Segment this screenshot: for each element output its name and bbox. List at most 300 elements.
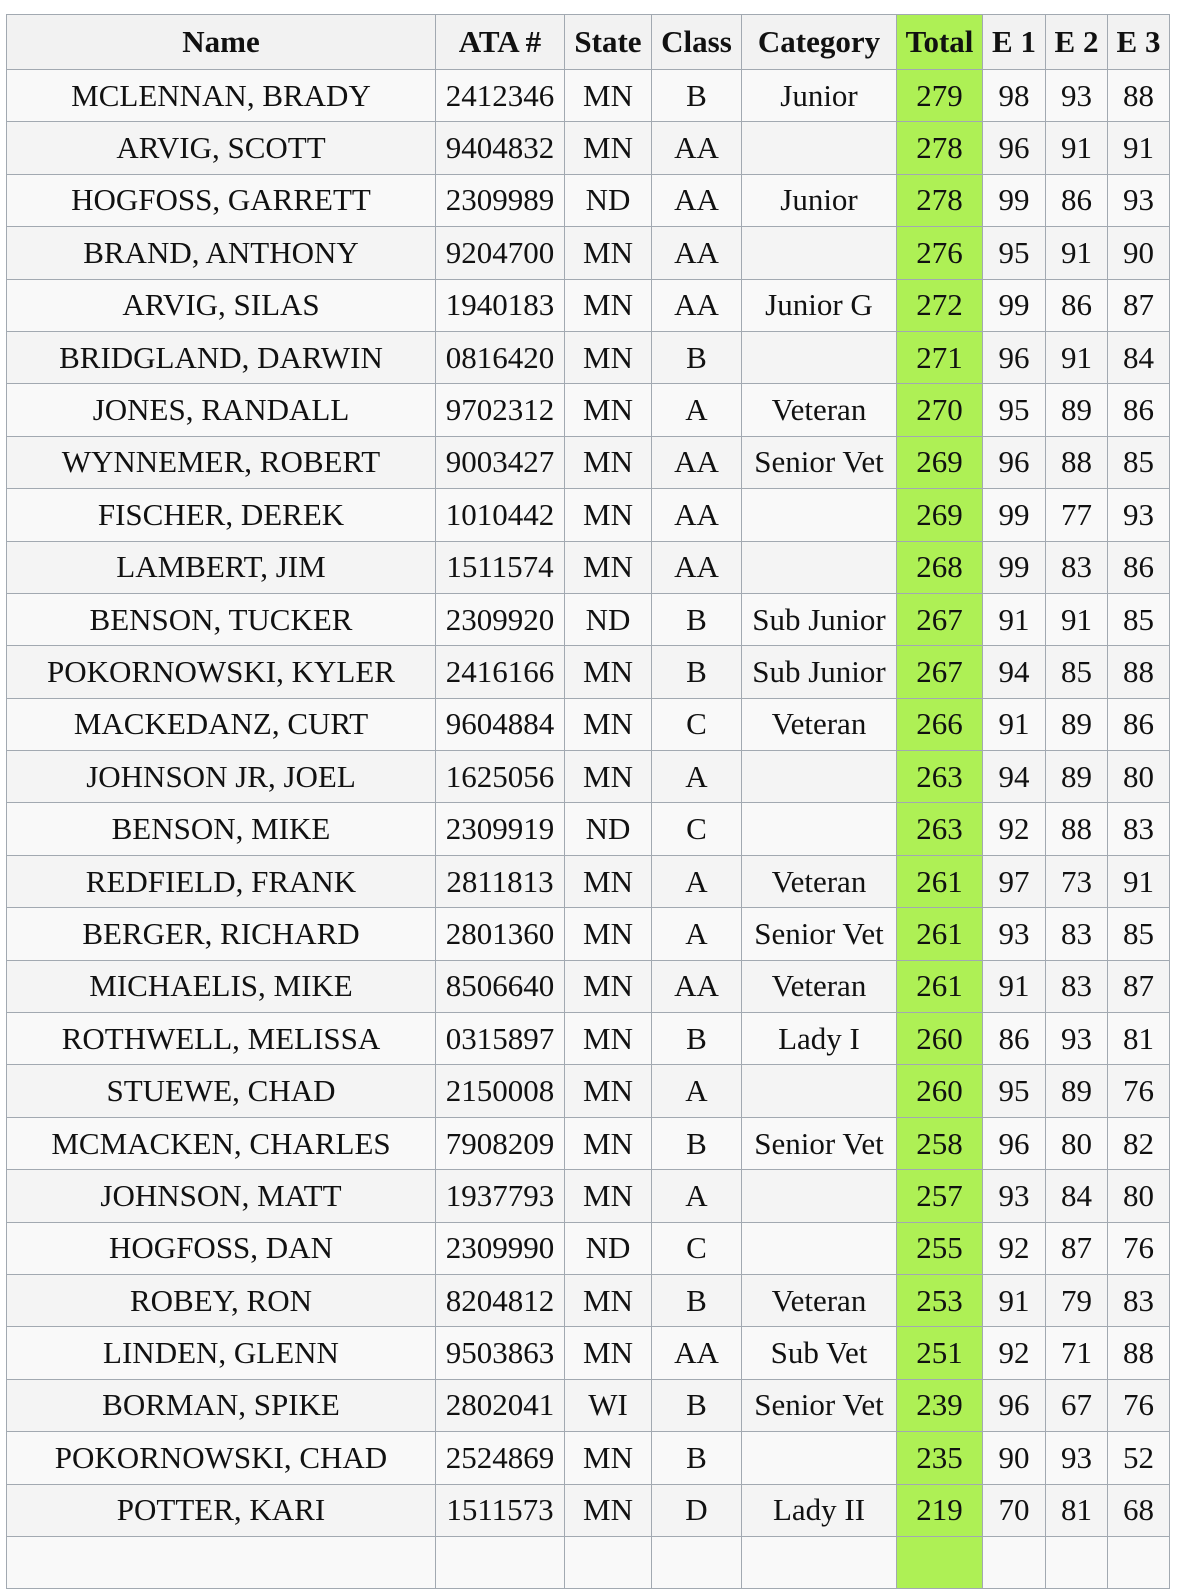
table-row [7, 751, 1170, 803]
total-cell: 269 [897, 436, 983, 488]
category-cell: Senior Vet [742, 1117, 897, 1169]
state-cell: MN [565, 70, 652, 122]
name-cell: ARVIG, SCOTT [7, 122, 436, 174]
e1-cell: 91 [983, 698, 1046, 750]
table-body [7, 70, 1170, 1589]
e3-cell: 83 [1108, 1274, 1170, 1326]
name-cell: ARVIG, SILAS [7, 279, 436, 331]
category-cell [742, 541, 897, 593]
total-cell: 271 [897, 331, 983, 383]
e1-cell: 99 [983, 174, 1046, 226]
e1-cell: 97 [983, 855, 1046, 907]
e2-cell: 73 [1046, 855, 1108, 907]
e1-cell: 95 [983, 384, 1046, 436]
name-cell: FISCHER, DEREK [7, 489, 436, 541]
class-cell: B [652, 1432, 742, 1484]
e1-cell: 96 [983, 1117, 1046, 1169]
category-cell [742, 1536, 897, 1588]
e2-cell: 67 [1046, 1379, 1108, 1431]
state-cell: MN [565, 960, 652, 1012]
e1-cell: 92 [983, 803, 1046, 855]
e1-cell: 91 [983, 1274, 1046, 1326]
e3-cell: 86 [1108, 541, 1170, 593]
table-row [7, 436, 1170, 488]
state-cell: MN [565, 1274, 652, 1326]
e1-cell: 90 [983, 1432, 1046, 1484]
e3-cell: 88 [1108, 646, 1170, 698]
class-cell: B [652, 1117, 742, 1169]
category-cell [742, 1065, 897, 1117]
table-row [7, 698, 1170, 750]
name-cell: MCMACKEN, CHARLES [7, 1117, 436, 1169]
table-row [7, 331, 1170, 383]
e2-cell: 71 [1046, 1327, 1108, 1379]
category-cell: Senior Vet [742, 908, 897, 960]
e3-cell: 90 [1108, 227, 1170, 279]
table-row [7, 960, 1170, 1012]
e3-cell: 76 [1108, 1379, 1170, 1431]
name-cell: MICHAELIS, MIKE [7, 960, 436, 1012]
table-row [7, 855, 1170, 907]
state-cell: MN [565, 751, 652, 803]
class-cell: AA [652, 227, 742, 279]
e1-cell: 96 [983, 436, 1046, 488]
total-cell: 272 [897, 279, 983, 331]
e3-cell: 93 [1108, 174, 1170, 226]
e3-cell: 86 [1108, 384, 1170, 436]
class-cell: A [652, 855, 742, 907]
table-row [7, 1536, 1170, 1588]
state-cell: MN [565, 646, 652, 698]
total-cell: 263 [897, 803, 983, 855]
total-cell: 279 [897, 70, 983, 122]
name-cell: ROTHWELL, MELISSA [7, 1013, 436, 1065]
e3-cell: 91 [1108, 855, 1170, 907]
e1-cell: 86 [983, 1013, 1046, 1065]
ata-number-cell: 2309989 [436, 174, 565, 226]
e1-cell: 98 [983, 70, 1046, 122]
total-cell: 253 [897, 1274, 983, 1326]
header-row [7, 15, 1170, 70]
e2-cell: 89 [1046, 384, 1108, 436]
total-cell: 235 [897, 1432, 983, 1484]
total-cell: 268 [897, 541, 983, 593]
state-cell: ND [565, 174, 652, 226]
class-cell: AA [652, 122, 742, 174]
ata-number-cell: 9604884 [436, 698, 565, 750]
e2-cell: 88 [1046, 803, 1108, 855]
e3-cell: 85 [1108, 908, 1170, 960]
results-table-container [6, 14, 1170, 1589]
e1-cell [983, 1536, 1046, 1588]
ata-number-cell: 2811813 [436, 855, 565, 907]
e3-cell: 87 [1108, 960, 1170, 1012]
e3-cell: 68 [1108, 1484, 1170, 1536]
e2-cell: 91 [1046, 227, 1108, 279]
e2-cell: 84 [1046, 1170, 1108, 1222]
class-cell: AA [652, 1327, 742, 1379]
ata-number-cell: 7908209 [436, 1117, 565, 1169]
e3-cell: 84 [1108, 331, 1170, 383]
table-row [7, 384, 1170, 436]
state-cell: ND [565, 1222, 652, 1274]
state-cell: MN [565, 1013, 652, 1065]
ata-number-cell: 9003427 [436, 436, 565, 488]
table-row [7, 593, 1170, 645]
category-cell: Veteran [742, 698, 897, 750]
ata-number-cell: 1511574 [436, 541, 565, 593]
ata-number-cell: 2309990 [436, 1222, 565, 1274]
e1-cell: 94 [983, 646, 1046, 698]
e1-cell: 99 [983, 489, 1046, 541]
state-cell: MN [565, 541, 652, 593]
e3-cell: 88 [1108, 1327, 1170, 1379]
e2-cell: 79 [1046, 1274, 1108, 1326]
name-cell: WYNNEMER, ROBERT [7, 436, 436, 488]
ata-number-cell: 1940183 [436, 279, 565, 331]
table-row [7, 279, 1170, 331]
ata-number-cell: 2309919 [436, 803, 565, 855]
state-cell: MN [565, 855, 652, 907]
name-cell: ROBEY, RON [7, 1274, 436, 1326]
category-cell [742, 122, 897, 174]
state-cell: MN [565, 1117, 652, 1169]
table-row [7, 1013, 1170, 1065]
state-cell: MN [565, 908, 652, 960]
class-cell: B [652, 70, 742, 122]
e2-cell: 83 [1046, 960, 1108, 1012]
e1-cell: 99 [983, 541, 1046, 593]
e3-cell: 80 [1108, 751, 1170, 803]
class-cell: C [652, 803, 742, 855]
column-header-ata-number[interactable]: ATA # [436, 15, 565, 70]
e1-cell: 96 [983, 1379, 1046, 1431]
e2-cell: 83 [1046, 908, 1108, 960]
state-cell: ND [565, 803, 652, 855]
e2-cell: 91 [1046, 331, 1108, 383]
category-cell: Senior Vet [742, 436, 897, 488]
table-row [7, 122, 1170, 174]
ata-number-cell: 8506640 [436, 960, 565, 1012]
e1-cell: 99 [983, 279, 1046, 331]
ata-number-cell: 2416166 [436, 646, 565, 698]
state-cell: MN [565, 1327, 652, 1379]
total-cell: 267 [897, 593, 983, 645]
state-cell: MN [565, 698, 652, 750]
class-cell: AA [652, 279, 742, 331]
name-cell: POTTER, KARI [7, 1484, 436, 1536]
e1-cell: 92 [983, 1222, 1046, 1274]
category-cell [742, 1432, 897, 1484]
total-cell: 267 [897, 646, 983, 698]
class-cell: B [652, 331, 742, 383]
state-cell: MN [565, 1432, 652, 1484]
category-cell [742, 331, 897, 383]
class-cell: A [652, 908, 742, 960]
e3-cell: 80 [1108, 1170, 1170, 1222]
e1-cell: 70 [983, 1484, 1046, 1536]
class-cell: C [652, 1222, 742, 1274]
name-cell: HOGFOSS, GARRETT [7, 174, 436, 226]
state-cell: MN [565, 1065, 652, 1117]
e3-cell: 93 [1108, 489, 1170, 541]
category-cell: Veteran [742, 960, 897, 1012]
e2-cell: 86 [1046, 279, 1108, 331]
e3-cell: 86 [1108, 698, 1170, 750]
state-cell: ND [565, 593, 652, 645]
table-row [7, 646, 1170, 698]
category-cell: Junior G [742, 279, 897, 331]
total-cell: 258 [897, 1117, 983, 1169]
e1-cell: 92 [983, 1327, 1046, 1379]
ata-number-cell: 2309920 [436, 593, 565, 645]
name-cell: POKORNOWSKI, CHAD [7, 1432, 436, 1484]
e1-cell: 91 [983, 593, 1046, 645]
total-cell: 276 [897, 227, 983, 279]
ata-number-cell: 1625056 [436, 751, 565, 803]
e2-cell: 87 [1046, 1222, 1108, 1274]
table-row [7, 174, 1170, 226]
e2-cell: 80 [1046, 1117, 1108, 1169]
e2-cell: 91 [1046, 122, 1108, 174]
category-cell: Junior [742, 174, 897, 226]
total-cell: 260 [897, 1013, 983, 1065]
table-row [7, 1117, 1170, 1169]
name-cell: BENSON, MIKE [7, 803, 436, 855]
category-cell: Senior Vet [742, 1379, 897, 1431]
name-cell: LAMBERT, JIM [7, 541, 436, 593]
column-header-e2[interactable]: E 2 [1046, 15, 1108, 70]
total-cell: 251 [897, 1327, 983, 1379]
column-header-total[interactable]: Total [897, 15, 983, 70]
name-cell: BRAND, ANTHONY [7, 227, 436, 279]
total-cell: 261 [897, 855, 983, 907]
e2-cell: 88 [1046, 436, 1108, 488]
class-cell: AA [652, 489, 742, 541]
results-table [6, 14, 1170, 1589]
state-cell: MN [565, 331, 652, 383]
ata-number-cell: 9404832 [436, 122, 565, 174]
e3-cell [1108, 1536, 1170, 1588]
e3-cell: 85 [1108, 593, 1170, 645]
e1-cell: 93 [983, 908, 1046, 960]
e3-cell: 52 [1108, 1432, 1170, 1484]
e2-cell: 93 [1046, 70, 1108, 122]
state-cell: MN [565, 1170, 652, 1222]
category-cell: Lady I [742, 1013, 897, 1065]
category-cell: Veteran [742, 384, 897, 436]
state-cell: MN [565, 227, 652, 279]
name-cell: BORMAN, SPIKE [7, 1379, 436, 1431]
table-row [7, 227, 1170, 279]
name-cell: HOGFOSS, DAN [7, 1222, 436, 1274]
ata-number-cell: 1511573 [436, 1484, 565, 1536]
ata-number-cell: 2150008 [436, 1065, 565, 1117]
e2-cell: 89 [1046, 698, 1108, 750]
total-cell: 263 [897, 751, 983, 803]
ata-number-cell: 2801360 [436, 908, 565, 960]
e3-cell: 83 [1108, 803, 1170, 855]
class-cell: A [652, 751, 742, 803]
e1-cell: 96 [983, 122, 1046, 174]
ata-number-cell [436, 1536, 565, 1588]
e2-cell: 93 [1046, 1013, 1108, 1065]
e1-cell: 91 [983, 960, 1046, 1012]
class-cell: A [652, 1065, 742, 1117]
class-cell: AA [652, 436, 742, 488]
ata-number-cell: 2802041 [436, 1379, 565, 1431]
column-header-name[interactable]: Name [7, 15, 436, 70]
ata-number-cell: 9702312 [436, 384, 565, 436]
e1-cell: 93 [983, 1170, 1046, 1222]
e2-cell: 83 [1046, 541, 1108, 593]
e3-cell: 85 [1108, 436, 1170, 488]
name-cell: MACKEDANZ, CURT [7, 698, 436, 750]
table-row [7, 1484, 1170, 1536]
category-cell [742, 227, 897, 279]
class-cell: B [652, 1379, 742, 1431]
class-cell: AA [652, 960, 742, 1012]
table-row [7, 1432, 1170, 1484]
name-cell: REDFIELD, FRANK [7, 855, 436, 907]
name-cell [7, 1536, 436, 1588]
table-row [7, 489, 1170, 541]
class-cell: C [652, 698, 742, 750]
table-row [7, 803, 1170, 855]
e2-cell: 77 [1046, 489, 1108, 541]
e1-cell: 95 [983, 227, 1046, 279]
total-cell: 261 [897, 960, 983, 1012]
class-cell [652, 1536, 742, 1588]
name-cell: BERGER, RICHARD [7, 908, 436, 960]
total-cell: 278 [897, 174, 983, 226]
ata-number-cell: 0315897 [436, 1013, 565, 1065]
column-header-state[interactable]: State [565, 15, 652, 70]
name-cell: JONES, RANDALL [7, 384, 436, 436]
e3-cell: 76 [1108, 1222, 1170, 1274]
total-cell: 219 [897, 1484, 983, 1536]
name-cell: BENSON, TUCKER [7, 593, 436, 645]
e2-cell [1046, 1536, 1108, 1588]
name-cell: LINDEN, GLENN [7, 1327, 436, 1379]
e3-cell: 76 [1108, 1065, 1170, 1117]
name-cell: JOHNSON, MATT [7, 1170, 436, 1222]
e1-cell: 96 [983, 331, 1046, 383]
class-cell: B [652, 1274, 742, 1326]
class-cell: D [652, 1484, 742, 1536]
table-row [7, 1379, 1170, 1431]
table-row [7, 1327, 1170, 1379]
name-cell: STUEWE, CHAD [7, 1065, 436, 1117]
class-cell: B [652, 593, 742, 645]
column-header-class[interactable]: Class [652, 15, 742, 70]
e3-cell: 91 [1108, 122, 1170, 174]
category-cell: Veteran [742, 1274, 897, 1326]
total-cell: 255 [897, 1222, 983, 1274]
category-cell: Sub Junior [742, 646, 897, 698]
e3-cell: 81 [1108, 1013, 1170, 1065]
e3-cell: 88 [1108, 70, 1170, 122]
e2-cell: 81 [1046, 1484, 1108, 1536]
class-cell: AA [652, 174, 742, 226]
ata-number-cell: 0816420 [436, 331, 565, 383]
e1-cell: 95 [983, 1065, 1046, 1117]
e2-cell: 86 [1046, 174, 1108, 226]
e3-cell: 82 [1108, 1117, 1170, 1169]
table-row [7, 1170, 1170, 1222]
class-cell: A [652, 384, 742, 436]
column-header-e3[interactable]: E 3 [1108, 15, 1170, 70]
table-row [7, 1222, 1170, 1274]
category-cell [742, 489, 897, 541]
class-cell: AA [652, 541, 742, 593]
category-cell [742, 803, 897, 855]
name-cell: BRIDGLAND, DARWIN [7, 331, 436, 383]
state-cell: MN [565, 122, 652, 174]
total-cell: 257 [897, 1170, 983, 1222]
table-row [7, 541, 1170, 593]
state-cell [565, 1536, 652, 1588]
category-cell: Lady II [742, 1484, 897, 1536]
state-cell: MN [565, 279, 652, 331]
table-row [7, 1065, 1170, 1117]
ata-number-cell: 8204812 [436, 1274, 565, 1326]
ata-number-cell: 9204700 [436, 227, 565, 279]
table-row [7, 1274, 1170, 1326]
total-cell: 278 [897, 122, 983, 174]
state-cell: MN [565, 384, 652, 436]
category-cell [742, 1222, 897, 1274]
state-cell: WI [565, 1379, 652, 1431]
e1-cell: 94 [983, 751, 1046, 803]
class-cell: B [652, 1013, 742, 1065]
total-cell [897, 1536, 983, 1588]
total-cell: 270 [897, 384, 983, 436]
name-cell: JOHNSON JR, JOEL [7, 751, 436, 803]
total-cell: 239 [897, 1379, 983, 1431]
class-cell: A [652, 1170, 742, 1222]
total-cell: 266 [897, 698, 983, 750]
name-cell: MCLENNAN, BRADY [7, 70, 436, 122]
ata-number-cell: 2524869 [436, 1432, 565, 1484]
e3-cell: 87 [1108, 279, 1170, 331]
state-cell: MN [565, 1484, 652, 1536]
e2-cell: 89 [1046, 751, 1108, 803]
total-cell: 269 [897, 489, 983, 541]
category-cell: Sub Junior [742, 593, 897, 645]
total-cell: 260 [897, 1065, 983, 1117]
class-cell: B [652, 646, 742, 698]
category-cell [742, 751, 897, 803]
e2-cell: 93 [1046, 1432, 1108, 1484]
e2-cell: 85 [1046, 646, 1108, 698]
e2-cell: 89 [1046, 1065, 1108, 1117]
category-cell: Junior [742, 70, 897, 122]
state-cell: MN [565, 436, 652, 488]
category-cell: Sub Vet [742, 1327, 897, 1379]
ata-number-cell: 2412346 [436, 70, 565, 122]
total-cell: 261 [897, 908, 983, 960]
column-header-category[interactable]: Category [742, 15, 897, 70]
ata-number-cell: 1937793 [436, 1170, 565, 1222]
name-cell: POKORNOWSKI, KYLER [7, 646, 436, 698]
category-cell [742, 1170, 897, 1222]
e2-cell: 91 [1046, 593, 1108, 645]
category-cell: Veteran [742, 855, 897, 907]
column-header-e1[interactable]: E 1 [983, 15, 1046, 70]
ata-number-cell: 1010442 [436, 489, 565, 541]
table-row [7, 70, 1170, 122]
